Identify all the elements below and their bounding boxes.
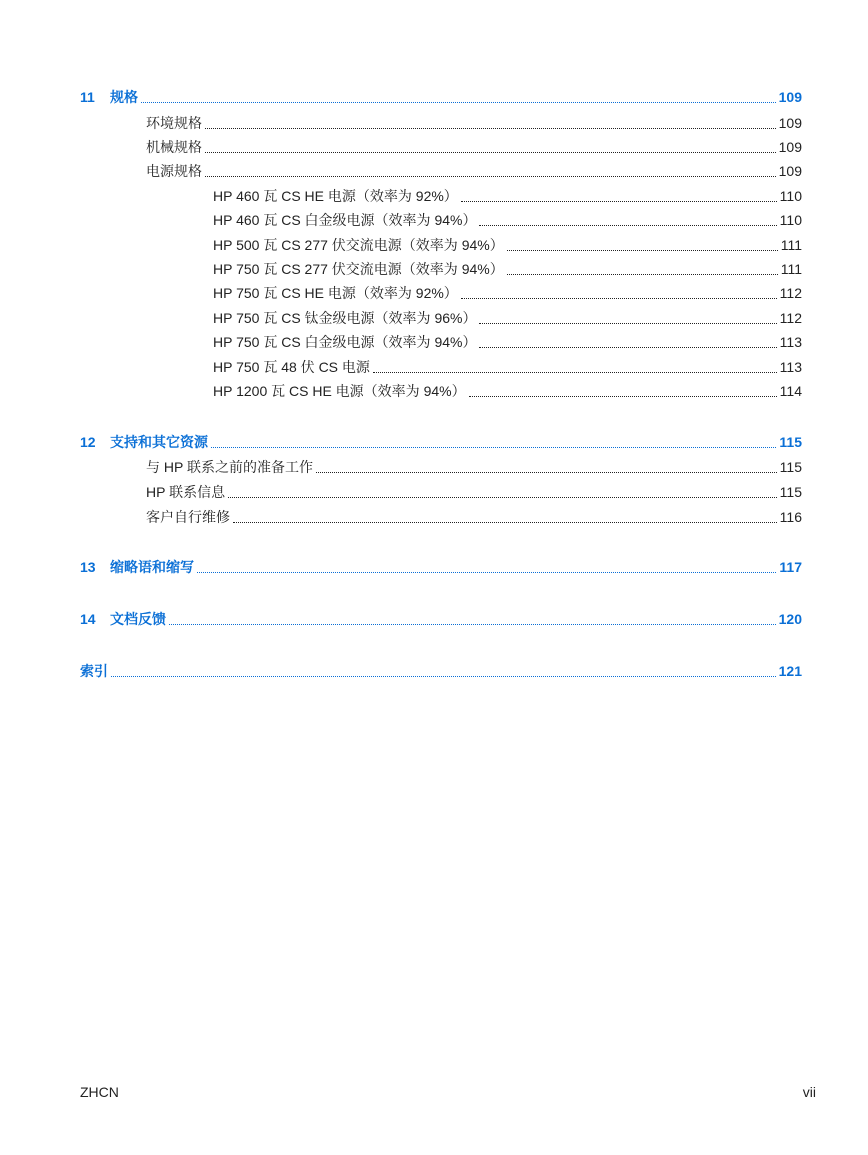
page-number: 114 [779, 383, 802, 399]
toc-entry-psu-500-277v[interactable] [213, 236, 802, 254]
toc-chapter-12[interactable] [80, 433, 802, 451]
dot-leader [479, 323, 776, 324]
dot-leader [141, 102, 776, 103]
dot-leader [479, 225, 776, 226]
page-number: 121 [778, 663, 802, 679]
page-number: 112 [779, 285, 802, 301]
page-number: 115 [779, 459, 802, 475]
dot-leader [111, 676, 776, 677]
footer-page-number: vii [802, 1084, 816, 1100]
page-number: 109 [778, 89, 802, 105]
dot-leader [316, 472, 777, 473]
page-number: 110 [779, 212, 802, 228]
chapter-number: 11 [80, 89, 95, 105]
dot-leader [228, 497, 777, 498]
toc-chapter-14[interactable] [80, 610, 802, 628]
dot-leader [461, 298, 777, 299]
toc-entry-environment-specs[interactable] [146, 114, 802, 132]
toc-entry-psu-1200-he[interactable] [213, 382, 802, 400]
toc-entry-psu-750-titanium[interactable] [213, 309, 802, 327]
entry-title: HP 750 瓦 CS 白金级电源（效率为 94%） [213, 334, 477, 350]
toc-entry-psu-750-he[interactable] [213, 284, 802, 302]
entry-title: 电源规格 [146, 163, 202, 179]
toc-entry-psu-750-277v[interactable] [213, 260, 802, 278]
page-number: 109 [778, 115, 802, 131]
page-number: 115 [779, 434, 802, 450]
page-number: 116 [779, 509, 802, 525]
dot-leader [197, 572, 776, 573]
page-number: 111 [780, 261, 802, 277]
chapter-number: 13 [80, 559, 96, 575]
toc-entry-self-repair[interactable] [146, 508, 802, 526]
entry-title: HP 1200 瓦 CS HE 电源（效率为 94%） [213, 383, 466, 399]
toc-entry-psu-460-he[interactable] [213, 187, 802, 205]
dot-leader [169, 624, 776, 625]
dot-leader [461, 201, 777, 202]
toc-entry-psu-750-48v[interactable] [213, 358, 802, 376]
page-number: 113 [779, 359, 802, 375]
chapter-title: 规格 [110, 89, 138, 105]
entry-title: 与 HP 联系之前的准备工作 [146, 459, 313, 475]
entry-title: HP 750 瓦 48 伏 CS 电源 [213, 359, 370, 375]
toc-chapter-11[interactable] [80, 88, 802, 106]
entry-title: HP 联系信息 [146, 484, 226, 500]
page-number: 117 [779, 559, 802, 575]
dot-leader [373, 372, 777, 373]
page-number: 115 [779, 484, 802, 500]
dot-leader [479, 347, 776, 348]
entry-title: HP 750 瓦 CS 277 伏交流电源（效率为 94%） [213, 261, 504, 277]
dot-leader [507, 250, 778, 251]
entry-title: 机械规格 [146, 139, 202, 155]
dot-leader [205, 128, 776, 129]
dot-leader [211, 447, 776, 448]
page-number: 113 [779, 334, 802, 350]
entry-title: HP 500 瓦 CS 277 伏交流电源（效率为 94%） [213, 237, 504, 253]
toc-index[interactable] [80, 662, 802, 680]
entry-title: HP 750 瓦 CS 钛金级电源（效率为 96%） [213, 310, 477, 326]
dot-leader [205, 176, 776, 177]
toc-entry-psu-750-platinum[interactable] [213, 333, 802, 351]
entry-title: HP 750 瓦 CS HE 电源（效率为 92%） [213, 285, 458, 301]
page-number: 109 [778, 139, 802, 155]
chapter-number: 12 [80, 434, 96, 450]
entry-title: HP 460 瓦 CS HE 电源（效率为 92%） [213, 188, 458, 204]
entry-title: 客户自行维修 [146, 509, 230, 525]
chapter-title: 文档反馈 [110, 611, 166, 627]
entry-title: HP 460 瓦 CS 白金级电源（效率为 94%） [213, 212, 477, 228]
page-number: 110 [779, 188, 802, 204]
dot-leader [205, 152, 776, 153]
page-number: 120 [778, 611, 802, 627]
page-number: 109 [778, 163, 802, 179]
page-number: 111 [780, 237, 802, 253]
entry-title: 环境规格 [146, 115, 202, 131]
toc-entry-mechanical-specs[interactable] [146, 138, 802, 156]
dot-leader [507, 274, 778, 275]
dot-leader [233, 522, 777, 523]
toc-entry-power-specs[interactable] [146, 162, 802, 180]
toc-entry-psu-460-platinum[interactable] [213, 211, 802, 229]
chapter-number: 14 [80, 611, 96, 627]
chapter-title: 缩略语和缩写 [110, 559, 194, 575]
chapter-title: 支持和其它资源 [110, 434, 208, 450]
toc-entry-contact-info[interactable] [146, 483, 802, 501]
dot-leader [469, 396, 777, 397]
footer-language-code: ZHCN [80, 1084, 119, 1100]
toc-chapter-13[interactable] [80, 558, 802, 576]
chapter-title: 索引 [80, 663, 108, 679]
toc-entry-before-contact[interactable] [146, 458, 802, 476]
page-number: 112 [779, 310, 802, 326]
